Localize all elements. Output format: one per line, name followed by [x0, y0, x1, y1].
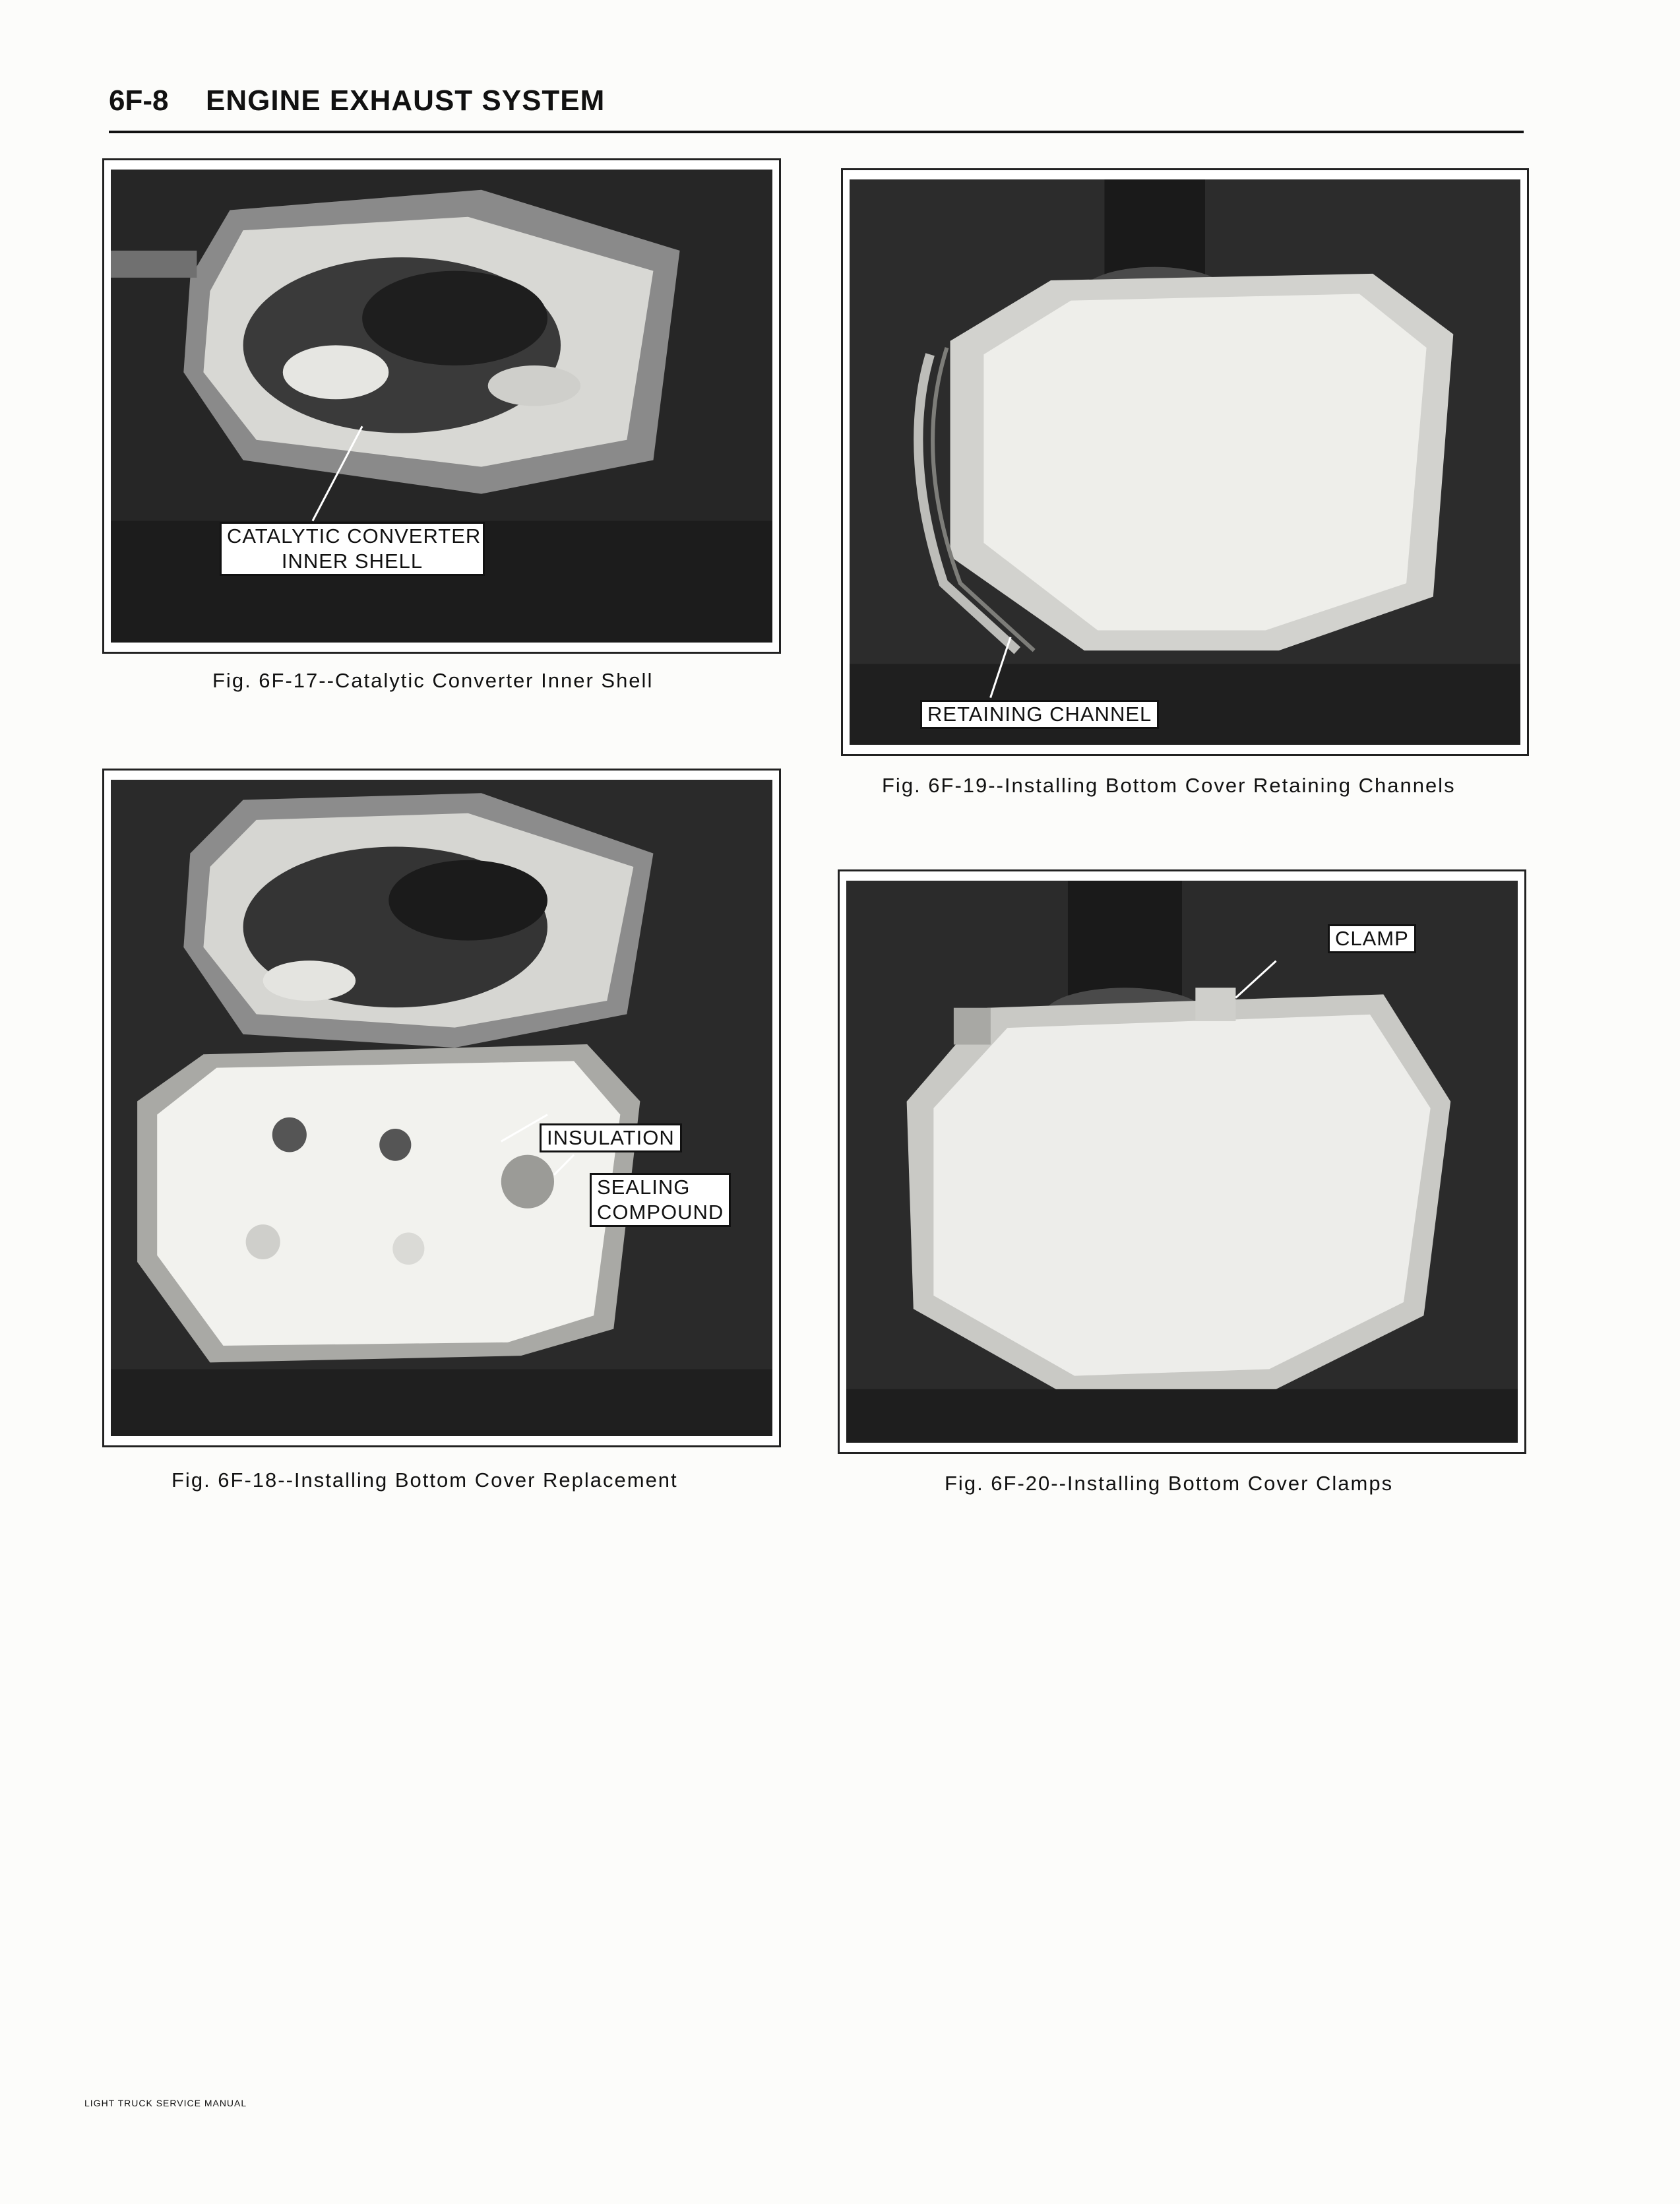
bottom-cover-clamps-image: [846, 881, 1518, 1443]
header-rule: [109, 131, 1524, 133]
retaining-channel-image: [850, 179, 1520, 745]
callout-line: RETAINING CHANNEL: [927, 703, 1152, 726]
callout-line: INNER SHELL: [281, 550, 423, 573]
callout-line: SEALING: [597, 1176, 691, 1199]
figure-6f-20-caption: Fig. 6F-20--Installing Bottom Cover Clamps: [945, 1472, 1394, 1495]
figure-6f-19-caption: Fig. 6F-19--Installing Bottom Cover Retaining Channels: [882, 774, 1456, 797]
page-title: ENGINE EXHAUST SYSTEM: [206, 84, 606, 117]
callout-line: INSULATION: [547, 1126, 675, 1149]
section-number: 6F-8: [109, 84, 169, 117]
sealing-compound-label: [590, 1173, 731, 1227]
clamp-label: [1328, 924, 1416, 953]
callout-line: CATALYTIC CONVERTER: [227, 524, 482, 548]
footer-manual-title: LIGHT TRUCK SERVICE MANUAL: [84, 2098, 247, 2108]
figure-6f-18-photo: [102, 769, 781, 1447]
figure-6f-17-caption: Fig. 6F-17--Catalytic Converter Inner Shell: [212, 669, 654, 692]
callout-line: CLAMP: [1335, 927, 1409, 950]
retaining-channel-label: [920, 700, 1159, 729]
catalytic-converter-inner-shell-label: [220, 522, 485, 576]
figure-6f-20-photo: [838, 869, 1526, 1454]
figure-6f-18-caption: Fig. 6F-18--Installing Bottom Cover Replacement: [171, 1468, 678, 1492]
figure-6f-17-photo: [102, 158, 781, 654]
callout-line: COMPOUND: [597, 1201, 724, 1224]
bottom-cover-replacement-image: [111, 780, 772, 1436]
insulation-label: [540, 1123, 682, 1152]
figure-6f-19-photo: [841, 168, 1529, 756]
